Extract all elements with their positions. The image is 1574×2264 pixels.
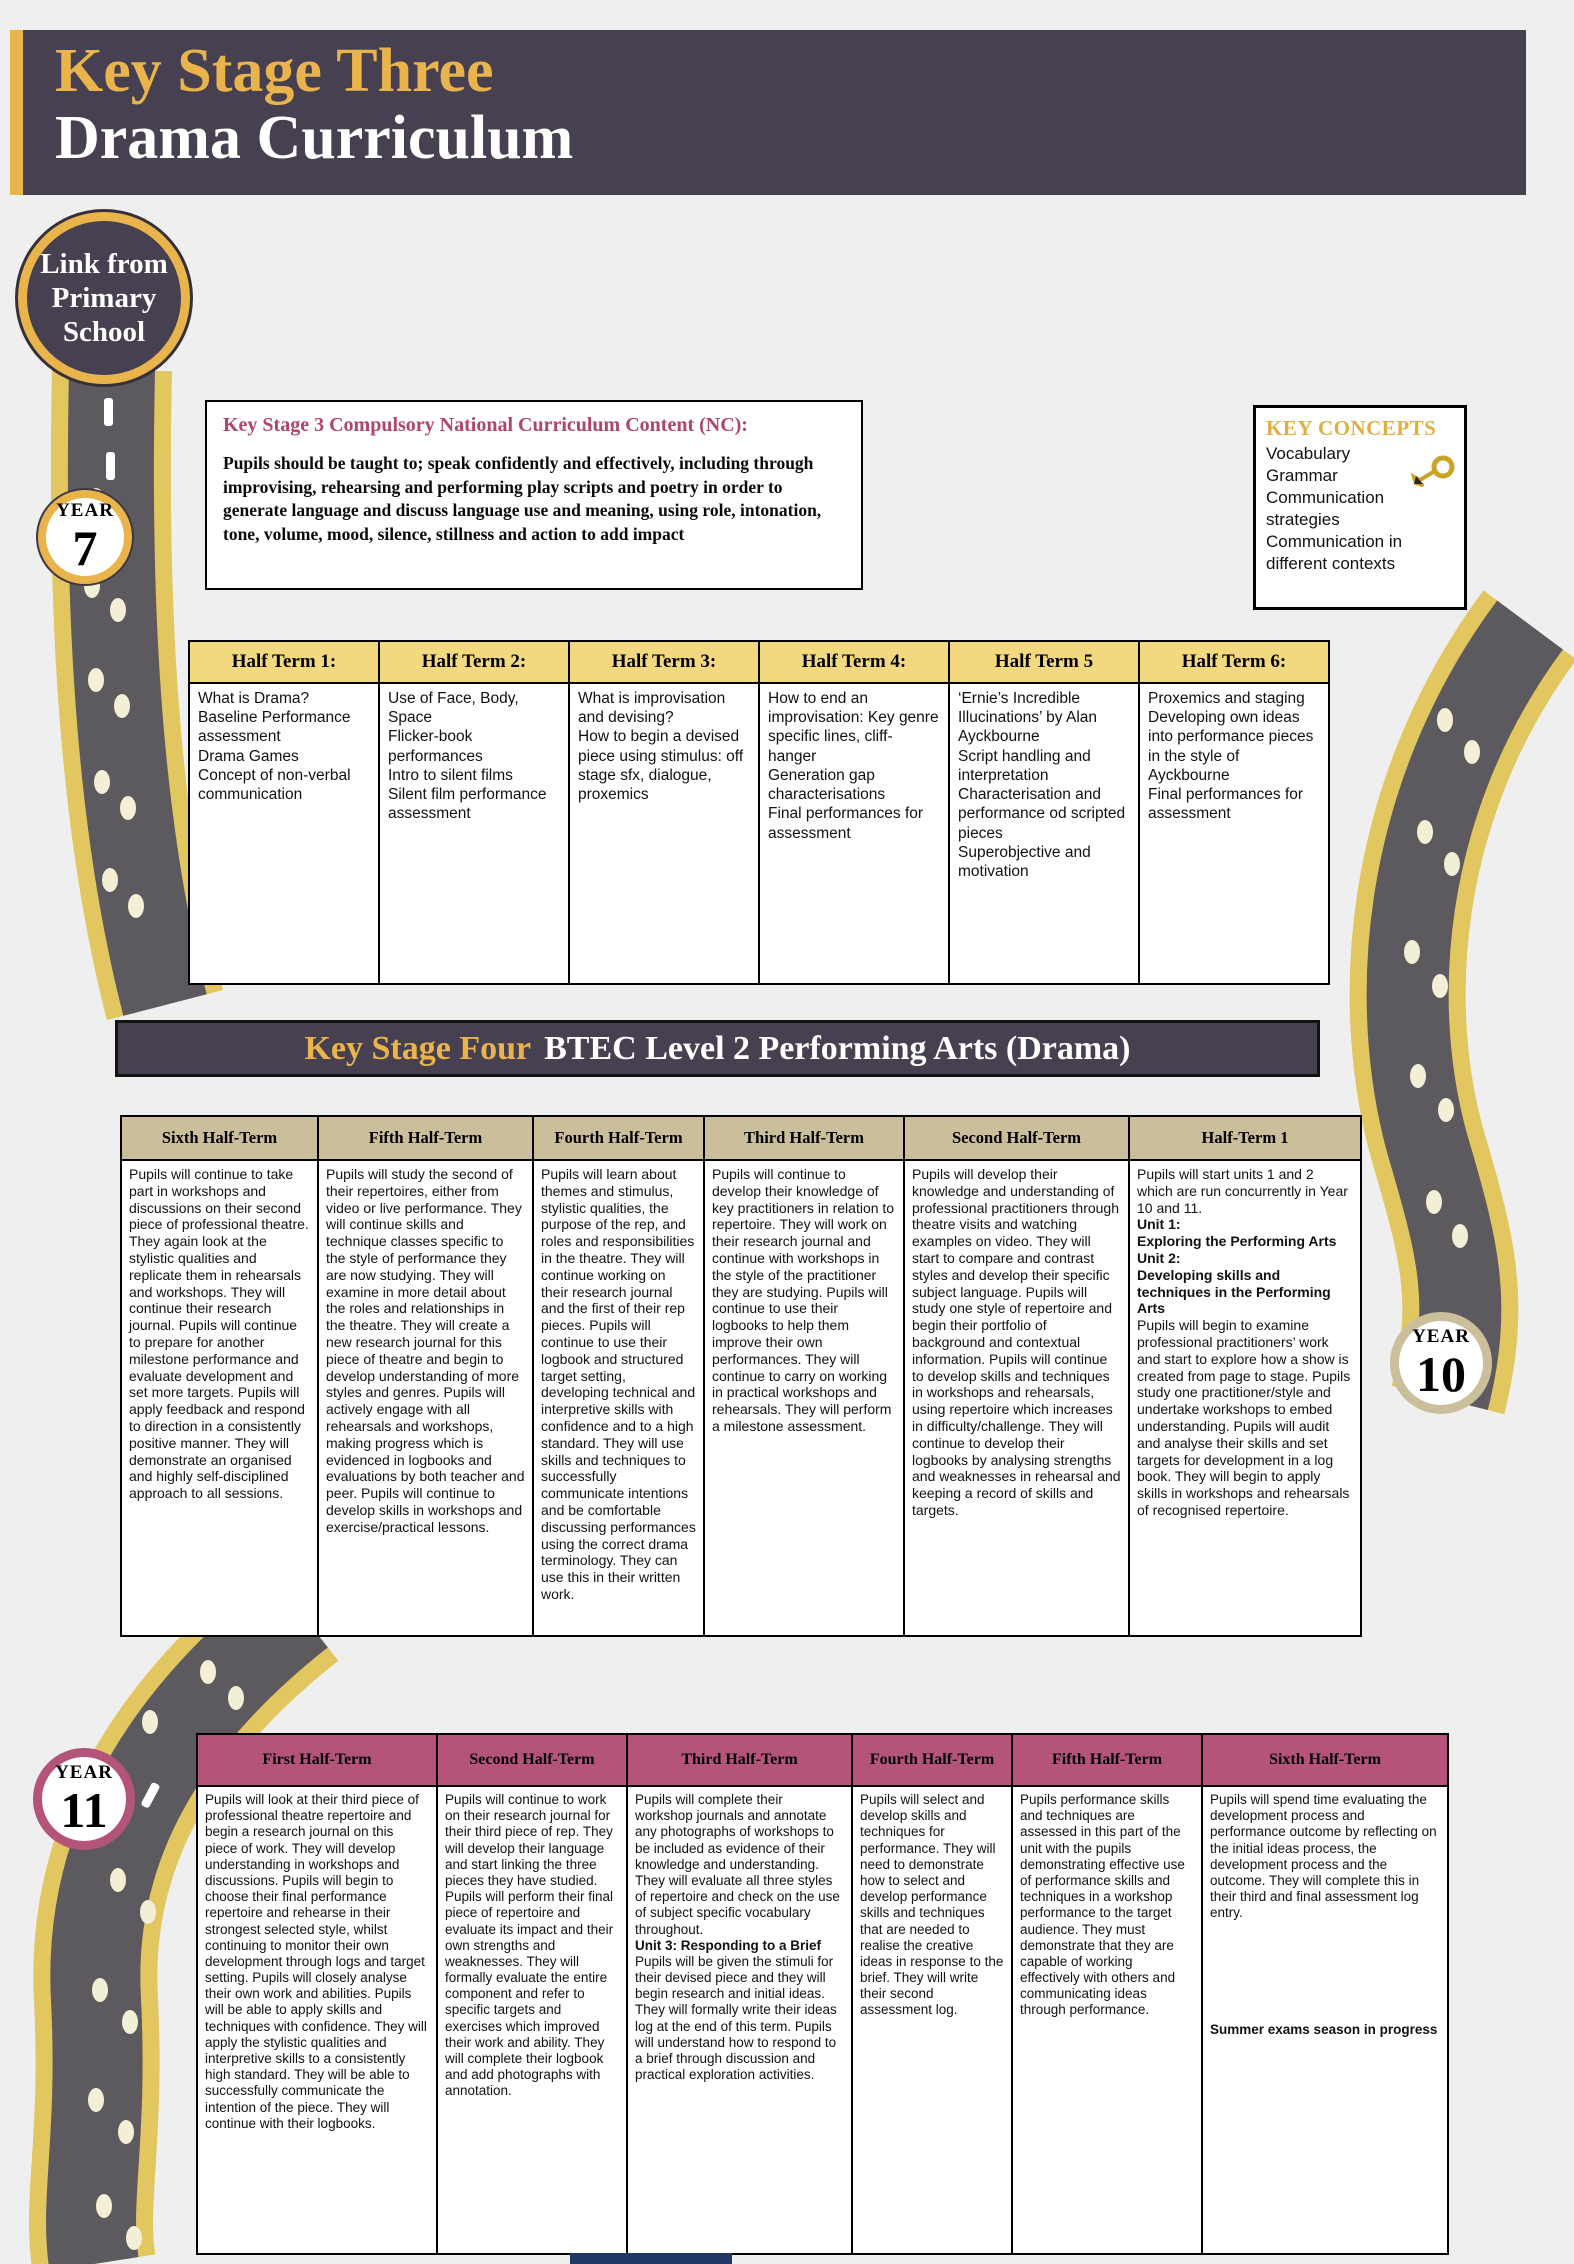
page-header	[10, 30, 1526, 195]
cell-line: Pupils will complete their workshop journals and annotate any photographs of workshops to be included as evidence of their knowledge and understanding. They will evaluate all three styles of repertoire and check on the use of subject specific vocabulary throughout.	[635, 1792, 840, 1937]
cell-line: What is Drama?	[198, 690, 310, 707]
badge-number: 10	[1416, 1346, 1466, 1402]
column-cell	[379, 683, 569, 984]
national-curriculum-box	[205, 400, 863, 590]
key-concept-item: Communication strategies	[1266, 488, 1385, 530]
cell-line: Pupils will select and develop skills and techniques for performance. They will need to demonstrate how to select and develop performance skills and techniques that are needed to realise the creative ideas in response to the brief. They will write their second assessment log.	[860, 1792, 1004, 2018]
cell-line: Silent film performance assessment	[388, 786, 547, 823]
cell-line: Flicker-book performances	[388, 728, 483, 765]
year10-curriculum-table	[120, 1115, 1362, 1637]
cell-line: Exploring the Performing Arts	[1137, 1233, 1337, 1250]
column-cell	[1129, 1160, 1361, 1636]
key-concepts-heading: KEY CONCEPTS	[1266, 416, 1437, 440]
column-header: Third Half-Term	[704, 1116, 904, 1160]
column-cell	[704, 1160, 904, 1636]
link-line: Link from	[40, 247, 168, 280]
cell-line: Drama Games	[198, 747, 299, 765]
column-header: Fourth Half-Term	[533, 1116, 704, 1160]
column-header: Half Term 5	[949, 641, 1139, 683]
cell-line: Pupils will begin to examine professional practitioners’ work and start to explore how a show is created from page to stage. Pupils study one practitioner/style and undertake workshops to embed understanding. Pupils will audit and analyse their skills and set targets for development in a log book. They will begin to apply skills in workshops and rehearsals of recognised repertoire.	[1137, 1317, 1351, 1518]
key-icon	[1410, 454, 1456, 488]
table-body-row	[121, 1160, 1361, 1636]
column-header: Half Term 1:	[189, 641, 379, 683]
column-cell	[759, 683, 949, 984]
cell-line: Pupils will continue to work on their research journal for their third piece of rep. They will develop their language and start linking the three pieces they have studied. Pupils will perform their final piece of repertoire and evaluate its impact and their own strengths and weaknesses. They will formally evaluate the entire component and refer to specific targets and exercises which improved their work and ability. They will complete their logbook and add photographs with annotation.	[445, 1792, 614, 2099]
cell-line: Developing own ideas into performance pieces in the style of Ayckbourne	[1148, 709, 1314, 784]
link-line: School	[62, 316, 146, 349]
cell-line: Pupils performance skills and techniques are assessed in this part of the unit with the pupils demonstrating effective use of performance skills and techniques in a workshop performance to the target audience. They must demonstrate that they are capable of working effectively with others and communicating ideas through performance.	[1020, 1792, 1185, 2018]
cell-line: Unit 3: Responding to a Brief	[635, 1937, 822, 1953]
cell-line: ‘Ernie’s Incredible Illucinations’ by Alan Ayckbourne	[958, 690, 1098, 746]
column-cell	[533, 1160, 704, 1636]
column-cell	[904, 1160, 1129, 1636]
column-header: Fourth Half-Term	[852, 1734, 1012, 1786]
cell-line: Pupils will continue to take part in workshops and discussions on their second piece of professional theatre. They again look at the stylistic qualities and replicate them in rehearsals and workshops. They will continue their research journal. Pupils will continue to prepare for another milestone performance and evaluate development and set more targets. Pupils will apply feedback and respond to direction in a consistently positive manner. They will demonstrate an organised and highly self-disciplined approach to all sessions.	[129, 1166, 309, 1502]
table-body-row	[197, 1786, 1448, 2254]
column-header: Fifth Half-Term	[318, 1116, 533, 1160]
primary-school-link-badge	[18, 212, 190, 384]
cell-line: Pupils will start units 1 and 2 which are run concurrently in Year 10 and 11.	[1137, 1166, 1348, 1216]
column-cell	[1202, 1786, 1448, 2254]
cell-line: Concept of non-verbal communication	[198, 766, 351, 804]
column-header: Sixth Half-Term	[121, 1116, 318, 1160]
cell-line: Intro to silent films	[388, 766, 513, 784]
column-header: First Half-Term	[197, 1734, 437, 1786]
cell-line: Proxemics and staging	[1148, 690, 1305, 707]
column-cell	[189, 683, 379, 984]
cell-line: Pupils will develop their knowledge and understanding of professional practitioners through theatre visits and watching examples on video. They will start to compare and contrast styles and develop their specific subject language. Pupils will study one style of repertoire and begin their portfolio of background and contextual information. Pupils will continue to develop skills and techniques in workshops and rehearsals, using repertoire which increases in difficulty/challenge. They will continue to develop their logbooks by analysing strengths and weaknesses in rehearsal and keeping a record of skills and targets.	[912, 1166, 1121, 1518]
year11-curriculum-table	[196, 1733, 1449, 2255]
cell-line: Unit 2:	[1137, 1249, 1181, 1266]
cell-line: Pupils will look at their third piece of professional theatre repertoire and begin a research journal on this piece of work. They will develop understanding in workshops and discussions. Pupils will begin to choose their final performance repertoire and rehearse in their strongest selected style, whilst continuing to monitor their own development through logs and target setting. Pupils will closely analyse their own work and abilities. Pupils will be able to apply skills and techniques with confidence. They will apply the stylistic qualities and interpretive skills to a consistently high standard. They will be able to successfully communicate the intention of the piece. They will continue with their logbooks.	[205, 1792, 427, 2131]
badge-label: YEAR	[55, 1762, 113, 1783]
cell-line: Baseline Performance assessment	[198, 709, 351, 746]
table-header-row	[197, 1734, 1448, 1786]
year-10-badge	[1390, 1312, 1492, 1414]
cell-line: Developing skills and techniques in the Performing Arts	[1137, 1266, 1331, 1317]
nc-body-text: Pupils should be taught to; speak confidently and effectively, including through improvising, rehearsing and performing play scripts and poetry in order to generate language and discuss language use and meaning, using role, intonation, tone, volume, mood, silence, stillness and action to add impact	[223, 453, 822, 544]
column-cell	[1012, 1786, 1202, 2254]
page-title-subject: Drama Curriculum	[55, 103, 574, 172]
nc-heading: Key Stage 3 Compulsory National Curriculum Content (NC):	[223, 414, 748, 436]
column-header: Half Term 2:	[379, 641, 569, 683]
column-cell	[318, 1160, 533, 1636]
cell-line: Pupils will study the second of their repertoires, either from video or live performance. They will continue skills and technique classes specific to the style of performance they are now studying. They will examine in more detail about the roles and relationships in the theatre. They will create a new research journal for this piece of theatre and begin to develop understanding of more styles and genres. Pupils will actively engage with all rehearsals and workshops, making progress which is evidenced in logbooks and evaluations by both teacher and peer. Pupils will continue to develop skills in workshops and exercise/practical lessons.	[326, 1166, 525, 1535]
column-header: Half Term 6:	[1139, 641, 1329, 683]
key-concept-item: Grammar	[1266, 466, 1338, 486]
cell-line: Superobjective and motivation	[958, 843, 1091, 880]
column-cell	[1139, 683, 1329, 984]
badge-label: YEAR	[56, 500, 114, 521]
cell-line: How to end an improvisation: Key genre specific lines, cliff-hanger	[768, 690, 939, 765]
badge-number: 7	[72, 520, 98, 576]
column-cell	[852, 1786, 1012, 2254]
column-header: Fifth Half-Term	[1012, 1734, 1202, 1786]
cell-line: Pupils will spend time evaluating the development process and performance outcome by reflecting on the initial ideas process, the development process and the outcome. They will complete this in their third and final assessment log entry.	[1210, 1792, 1437, 1921]
cell-line: Final performances for assessment	[1148, 786, 1304, 823]
column-header: Half Term 4:	[759, 641, 949, 683]
year-11-badge	[33, 1748, 135, 1850]
column-header: Sixth Half-Term	[1202, 1734, 1448, 1786]
column-cell	[627, 1786, 852, 2254]
table-body-row	[189, 683, 1329, 984]
table-header-row	[121, 1116, 1361, 1160]
column-cell	[437, 1786, 627, 2254]
column-header: Second Half-Term	[904, 1116, 1129, 1160]
banner-highlight: Key Stage Four	[304, 1029, 532, 1067]
cell-line: What is improvisation and devising?	[578, 690, 726, 727]
cell-line: Final performances for assessment	[768, 805, 924, 842]
link-line: Primary	[51, 281, 157, 314]
key-concept-item: Vocabulary	[1266, 444, 1351, 463]
column-cell	[121, 1160, 318, 1636]
column-header: Third Half-Term	[627, 1734, 852, 1786]
page-title-key-stage: Key Stage Three	[55, 37, 494, 105]
badge-label: YEAR	[1412, 1326, 1470, 1347]
cell-line: Pupils will be given the stimuli for their devised piece and they will begin research and initial ideas. They will formally write their ideas log at the end of this term. Pupils will understand how to respond to a brief through discussion and practical exploration activities.	[635, 1953, 837, 2083]
column-header: Second Half-Term	[437, 1734, 627, 1786]
cell-line: Script handling and interpretation	[958, 747, 1091, 784]
badge-number: 11	[60, 1782, 108, 1838]
column-cell	[949, 683, 1139, 984]
key-stage-four-banner	[115, 1020, 1320, 1077]
column-cell	[569, 683, 759, 984]
cell-line: Pupils will learn about themes and stimulus, stylistic qualities, the purpose of the rep, and roles and responsibilities in the theatre. They will continue working on their research journal and the first of their rep pieces. Pupils will continue to use their logbook and structured target setting, developing technical and interpretive skills with confidence and to a high standard. They will use skills and techniques to successfully communicate intentions and be comfortable discussing performances using the correct drama terminology. They can use this in their written work.	[541, 1166, 696, 1602]
cell-line: Unit 1:	[1137, 1216, 1181, 1233]
table-header-row	[189, 641, 1329, 683]
cell-line: Pupils will continue to develop their knowledge of key practitioners in relation to repertoire. They will work on their research journal and continue with workshops in the style of the practitioner they are studying. Pupils will continue to use their logbooks to help them improve their own performances. They will continue to carry on working in practical workshops and rehearsals. They will perform a milestone assessment.	[712, 1166, 895, 1434]
column-header: Half-Term 1	[1129, 1116, 1361, 1160]
key-concepts-box	[1253, 405, 1467, 610]
column-header: Half Term 3:	[569, 641, 759, 683]
key-concept-item: Communication in different contexts	[1266, 532, 1403, 574]
cell-line: Summer exams season in progress	[1210, 2021, 1438, 2037]
cell-line: Use of Face, Body, Space	[388, 690, 519, 727]
cell-line: How to begin a devised piece using stimulus: off stage sfx, dialogue, proxemics	[578, 728, 744, 804]
column-cell	[197, 1786, 437, 2254]
year-7-badge	[38, 490, 132, 584]
cell-line: Characterisation and performance od scripted pieces	[958, 786, 1126, 842]
bottom-page-edge-bar	[570, 2253, 732, 2264]
banner-text: BTEC Level 2 Performing Arts (Drama)	[544, 1029, 1131, 1067]
cell-line: Generation gap characterisations	[768, 766, 886, 804]
year7-curriculum-table	[188, 640, 1330, 985]
